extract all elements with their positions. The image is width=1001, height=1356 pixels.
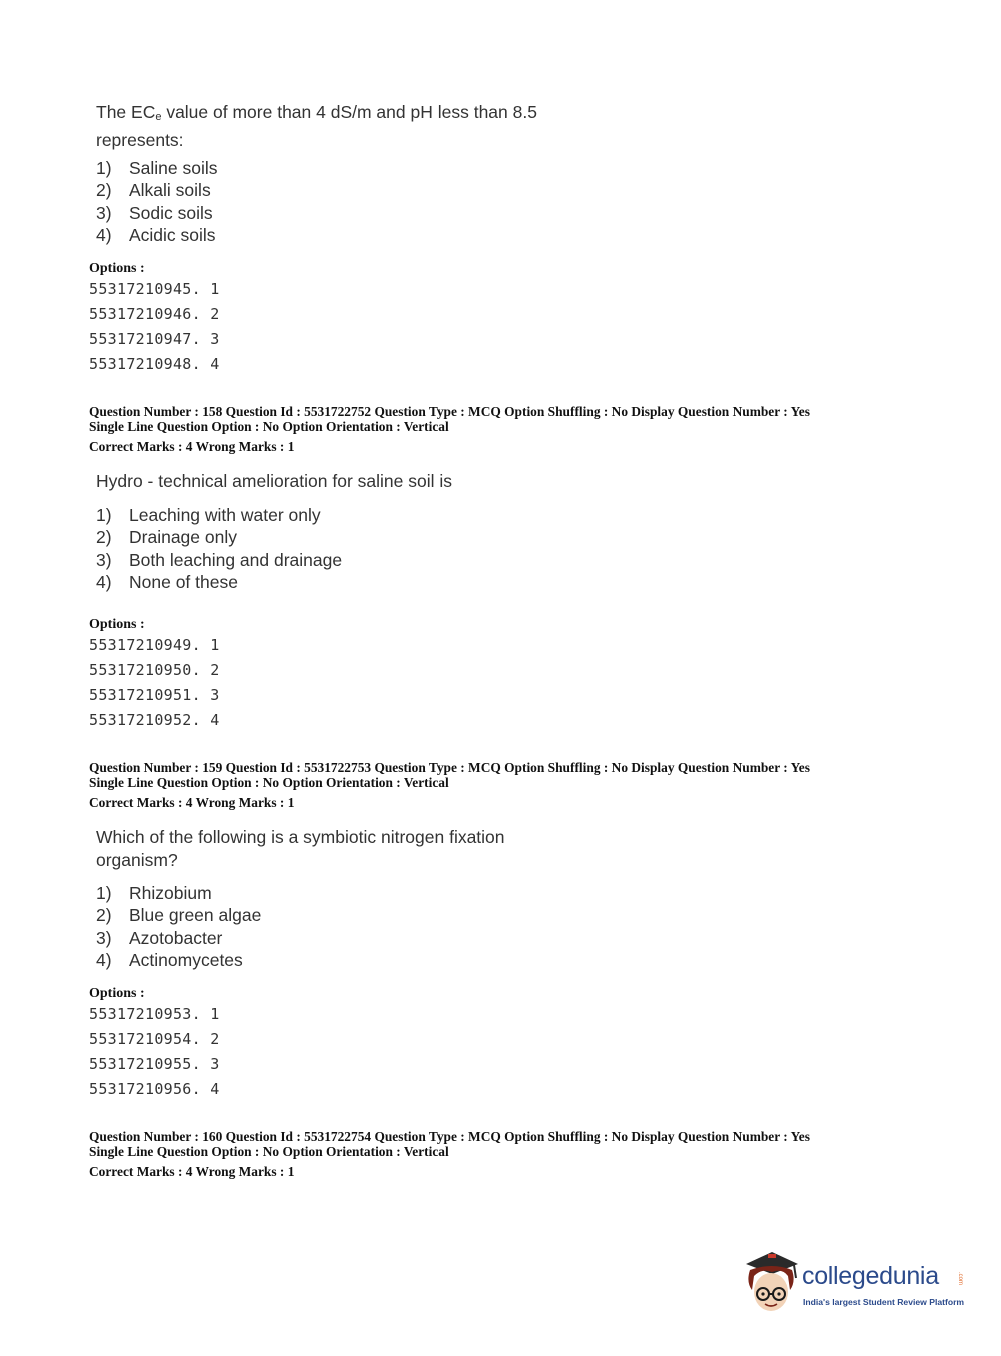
question-160-marks: Correct Marks : 4 Wrong Marks : 1: [89, 1164, 295, 1179]
option-id: 55317210953. 1: [89, 1005, 220, 1023]
option-id: 55317210954. 2: [89, 1030, 220, 1048]
question-158-meta: Question Number : 158 Question Id : 5531722752 Question Type : MCQ Option Shuffling : No Display Question Number : Yes Single Line Question Option : No Option Orientation : Vertical: [89, 404, 810, 434]
option-id: 55317210947. 3: [89, 330, 220, 348]
question-159-meta: Question Number : 159 Question Id : 5531722753 Question Type : MCQ Option Shuffling : No Display Question Number : Yes Single Line Question Option : No Option Orientation : Vertical: [89, 760, 810, 790]
option-id: 55317210951. 3: [89, 686, 220, 704]
option-item: 2) Alkali soils: [96, 180, 211, 201]
question-157-options: [96, 157, 218, 246]
option-id: 55317210946. 2: [89, 305, 220, 323]
collegedunia-mascot-logo: [742, 1248, 800, 1318]
question-160-meta: Question Number : 160 Question Id : 5531722754 Question Type : MCQ Option Shuffling : No Display Question Number : Yes Single Line Question Option : No Option Orientation : Vertical: [89, 1129, 810, 1159]
mascot-icon: [742, 1248, 800, 1318]
question-158-options: [96, 504, 342, 593]
question-158-text: Hydro - technical amelioration for saline soil is: [96, 471, 452, 491]
option-item: 4) Actinomycetes: [96, 949, 243, 970]
option-id: 55317210945. 1: [89, 280, 220, 298]
option-item: 4) None of these: [96, 571, 238, 592]
options-label: Options :: [89, 261, 145, 276]
logo-com: .com: [957, 1272, 963, 1286]
option-id: 55317210952. 4: [89, 711, 220, 729]
logo-tagline: India's largest Student Review Platform: [803, 1297, 965, 1307]
options-label: Options :: [89, 986, 145, 1001]
option-item: 1) Rhizobium: [96, 883, 212, 903]
option-item: 3) Both leaching and drainage: [96, 549, 343, 570]
option-id: 55317210950. 2: [89, 661, 220, 679]
question-158-marks: Correct Marks : 4 Wrong Marks : 1: [89, 439, 295, 454]
option-item: 1) Leaching with water only: [96, 505, 321, 525]
option-item: 3) Azotobacter: [96, 927, 223, 948]
option-id: 55317210955. 3: [89, 1055, 220, 1073]
option-item: 3) Sodic soils: [96, 202, 213, 223]
question-157-text: The ECe value of more than 4 dS/m and pH less than 8.5 represents:: [96, 102, 537, 150]
logo-wordmark: collegedunia: [802, 1262, 939, 1290]
question-159-marks: Correct Marks : 4 Wrong Marks : 1: [89, 795, 295, 810]
question-159-text: Which of the following is a symbiotic nitrogen fixation organism?: [96, 827, 505, 870]
option-id: 55317210956. 4: [89, 1080, 220, 1098]
option-id: 55317210949. 1: [89, 636, 220, 654]
option-item: 2) Blue green algae: [96, 905, 262, 926]
options-label: Options :: [89, 617, 145, 632]
question-159-options: [96, 882, 261, 971]
option-id: 55317210948. 4: [89, 355, 220, 373]
option-item: 2) Drainage only: [96, 527, 237, 548]
option-item: 1) Saline soils: [96, 158, 218, 178]
option-item: 4) Acidic soils: [96, 224, 216, 245]
